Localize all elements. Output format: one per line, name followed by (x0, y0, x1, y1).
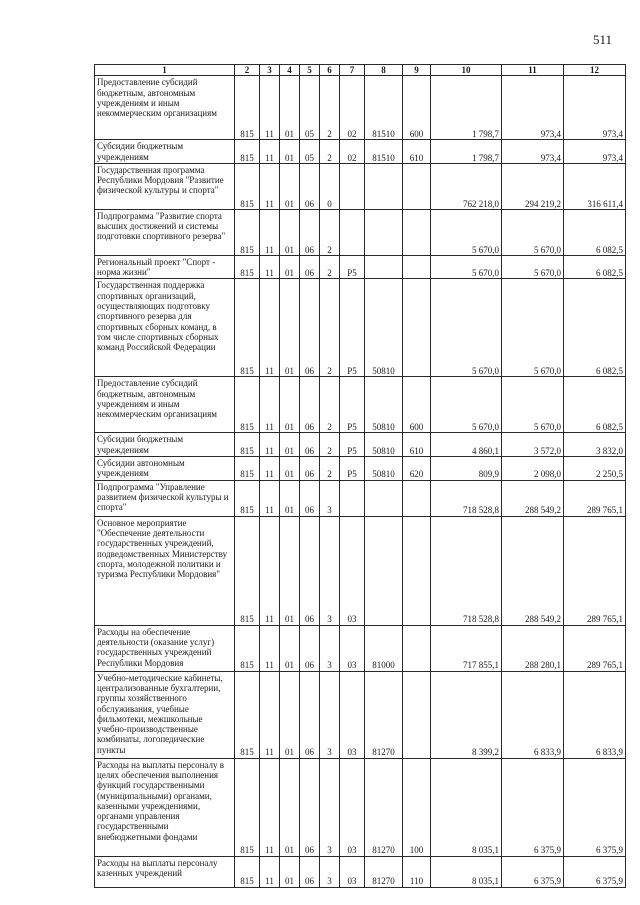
row-name-cell: Государственная программа Республики Мордовия "Развитие физической культуры и спорта" (95, 163, 235, 209)
header-cell: 6 (320, 65, 340, 76)
code-cell: 11 (260, 163, 280, 209)
code-cell (403, 480, 431, 516)
code-cell: 11 (260, 625, 280, 671)
row-name-cell: Субсидии автономным учреждениям (95, 457, 235, 481)
code-cell: 0 (320, 163, 340, 209)
row-name-cell: Региональный проект "Спорт - норма жизни" (95, 255, 235, 279)
code-cell (403, 279, 431, 377)
table-row (95, 758, 626, 856)
code-cell: 100 (403, 758, 431, 856)
code-cell: 01 (280, 671, 300, 758)
code-cell (403, 671, 431, 758)
table-row (95, 457, 626, 481)
code-cell: 11 (260, 255, 280, 279)
amount-cell: 6 375,9 (502, 758, 564, 856)
code-cell: 50810 (365, 433, 403, 457)
code-cell: 11 (260, 140, 280, 164)
code-cell: 81270 (365, 671, 403, 758)
code-cell: 81000 (365, 625, 403, 671)
code-cell (340, 163, 365, 209)
header-cell: 3 (260, 65, 280, 76)
code-cell: 05 (300, 76, 320, 140)
amount-cell: 973,4 (502, 76, 564, 140)
code-cell: 01 (280, 163, 300, 209)
code-cell: 3 (320, 758, 340, 856)
code-cell (365, 163, 403, 209)
table-row (95, 163, 626, 209)
amount-cell: 6 082,5 (564, 279, 626, 377)
header-cell: 12 (564, 65, 626, 76)
amount-cell: 718 528,8 (431, 480, 502, 516)
row-name-cell: Основное мероприятие "Обеспечение деятельности государственных учреждений, подведомственных Министерству спорта, молодежной политики и туризма Республики Мордовия" (95, 516, 235, 625)
code-cell: 3 (320, 516, 340, 625)
header-cell: 8 (365, 65, 403, 76)
amount-cell: 809,9 (431, 457, 502, 481)
code-cell: 815 (235, 480, 260, 516)
table-row (95, 140, 626, 164)
code-cell: 815 (235, 856, 260, 887)
budget-table (94, 64, 626, 888)
table-row (95, 516, 626, 625)
code-cell: 01 (280, 856, 300, 887)
code-cell: 01 (280, 209, 300, 255)
code-cell: 11 (260, 480, 280, 516)
amount-cell: 294 219,2 (502, 163, 564, 209)
code-cell: 2 (320, 209, 340, 255)
amount-cell: 316 611,4 (564, 163, 626, 209)
code-cell: 11 (260, 209, 280, 255)
table-header-row (95, 65, 626, 76)
row-name-cell: Учебно-методические кабинеты, централизованные бухгалтерии, группы хозяйственного обслуживания, учебные фильмотеки, межшкольные учебно-производственные комбинаты, логопедические пункты (95, 671, 235, 758)
code-cell: P5 (340, 457, 365, 481)
code-cell: 815 (235, 76, 260, 140)
header-cell: 11 (502, 65, 564, 76)
amount-cell: 5 670,0 (502, 255, 564, 279)
code-cell: P5 (340, 377, 365, 433)
code-cell: 01 (280, 457, 300, 481)
code-cell: P5 (340, 279, 365, 377)
row-name-cell: Подпрограмма "Управление развитием физической культуры и спорта" (95, 480, 235, 516)
code-cell: 11 (260, 457, 280, 481)
amount-cell: 289 765,1 (564, 516, 626, 625)
code-cell: 03 (340, 625, 365, 671)
table-row (95, 209, 626, 255)
code-cell: 06 (300, 255, 320, 279)
amount-cell: 288 549,2 (502, 480, 564, 516)
table-row (95, 671, 626, 758)
table-row (95, 480, 626, 516)
code-cell: 06 (300, 480, 320, 516)
amount-cell: 5 670,0 (502, 377, 564, 433)
code-cell: 81270 (365, 856, 403, 887)
code-cell: 2 (320, 255, 340, 279)
code-cell: 50810 (365, 279, 403, 377)
code-cell: 815 (235, 140, 260, 164)
amount-cell: 3 832,0 (564, 433, 626, 457)
code-cell: 06 (300, 279, 320, 377)
header-cell: 10 (431, 65, 502, 76)
row-name-cell: Расходы на выплаты персоналу казенных учреждений (95, 856, 235, 887)
amount-cell: 288 280,1 (502, 625, 564, 671)
code-cell: 11 (260, 76, 280, 140)
amount-cell: 762 218,0 (431, 163, 502, 209)
code-cell: 06 (300, 433, 320, 457)
row-name-cell: Субсидии бюджетным учреждениям (95, 433, 235, 457)
code-cell: 81510 (365, 140, 403, 164)
amount-cell: 5 670,0 (502, 209, 564, 255)
header-cell: 5 (300, 65, 320, 76)
code-cell: 81270 (365, 758, 403, 856)
code-cell: 06 (300, 209, 320, 255)
amount-cell: 973,4 (564, 140, 626, 164)
code-cell: 2 (320, 76, 340, 140)
amount-cell: 5 670,0 (431, 377, 502, 433)
code-cell (365, 255, 403, 279)
table-row (95, 856, 626, 887)
code-cell: 01 (280, 480, 300, 516)
code-cell: 815 (235, 457, 260, 481)
code-cell: 3 (320, 856, 340, 887)
code-cell: 81510 (365, 76, 403, 140)
code-cell: 11 (260, 433, 280, 457)
code-cell: 11 (260, 758, 280, 856)
amount-cell: 6 833,9 (502, 671, 564, 758)
code-cell: 11 (260, 377, 280, 433)
table-row (95, 433, 626, 457)
code-cell: 600 (403, 377, 431, 433)
amount-cell: 6 082,5 (564, 209, 626, 255)
code-cell: 06 (300, 625, 320, 671)
code-cell: 03 (340, 758, 365, 856)
code-cell (403, 516, 431, 625)
table-row (95, 279, 626, 377)
code-cell: 620 (403, 457, 431, 481)
amount-cell: 1 798,7 (431, 76, 502, 140)
code-cell: 815 (235, 433, 260, 457)
code-cell: 815 (235, 163, 260, 209)
amount-cell: 973,4 (564, 76, 626, 140)
code-cell: 02 (340, 140, 365, 164)
code-cell: 06 (300, 377, 320, 433)
code-cell: 50810 (365, 377, 403, 433)
code-cell: 01 (280, 516, 300, 625)
row-name-cell: Подпрограмма "Развитие спорта высших достижений и системы подготовки спортивного резерва" (95, 209, 235, 255)
code-cell: 06 (300, 856, 320, 887)
table-row (95, 625, 626, 671)
header-cell: 4 (280, 65, 300, 76)
amount-cell: 717 855,1 (431, 625, 502, 671)
code-cell: 815 (235, 516, 260, 625)
code-cell: 815 (235, 671, 260, 758)
page-number: 511 (593, 32, 613, 47)
row-name-cell: Предоставление субсидий бюджетным, автономным учреждениям и иным некоммерческим организациям (95, 377, 235, 433)
code-cell (403, 255, 431, 279)
row-name-cell: Государственная поддержка спортивных организаций, осуществляющих подготовку спортивного резерва для спортивных сборных команд, в том числе спортивных сборных команд Российской Федерации (95, 279, 235, 377)
code-cell (365, 516, 403, 625)
code-cell: 2 (320, 433, 340, 457)
code-cell: 01 (280, 76, 300, 140)
code-cell: 815 (235, 255, 260, 279)
header-cell: 9 (403, 65, 431, 76)
code-cell: P5 (340, 433, 365, 457)
code-cell: 03 (340, 856, 365, 887)
code-cell: 11 (260, 671, 280, 758)
row-name-cell: Субсидии бюджетным учреждениям (95, 140, 235, 164)
code-cell: 815 (235, 377, 260, 433)
table-row (95, 255, 626, 279)
code-cell: 03 (340, 671, 365, 758)
code-cell: 01 (280, 377, 300, 433)
code-cell: 06 (300, 457, 320, 481)
code-cell: 2 (320, 279, 340, 377)
amount-cell: 6 082,5 (564, 377, 626, 433)
code-cell: 01 (280, 433, 300, 457)
code-cell: 815 (235, 209, 260, 255)
code-cell: 11 (260, 856, 280, 887)
code-cell: 06 (300, 163, 320, 209)
code-cell: 2 (320, 377, 340, 433)
code-cell: 2 (320, 140, 340, 164)
code-cell (403, 163, 431, 209)
code-cell (403, 625, 431, 671)
amount-cell: 6 375,9 (564, 856, 626, 887)
code-cell: 06 (300, 758, 320, 856)
table-row (95, 377, 626, 433)
code-cell: 110 (403, 856, 431, 887)
row-name-cell: Расходы на выплаты персоналу в целях обеспечения выполнения функций государственными (муниципальными) органами, казенными учреждениями, органами управления государственными внебюджетными фондами (95, 758, 235, 856)
amount-cell: 4 860,1 (431, 433, 502, 457)
code-cell: 600 (403, 76, 431, 140)
amount-cell: 289 765,1 (564, 480, 626, 516)
amount-cell: 5 670,0 (431, 279, 502, 377)
code-cell: 3 (320, 480, 340, 516)
header-cell: 7 (340, 65, 365, 76)
code-cell (340, 480, 365, 516)
amount-cell: 6 375,9 (564, 758, 626, 856)
code-cell (365, 480, 403, 516)
header-cell: 2 (235, 65, 260, 76)
amount-cell: 2 098,0 (502, 457, 564, 481)
amount-cell: 718 528,8 (431, 516, 502, 625)
code-cell: 06 (300, 516, 320, 625)
code-cell: 03 (340, 516, 365, 625)
amount-cell: 6 375,9 (502, 856, 564, 887)
code-cell: P5 (340, 255, 365, 279)
amount-cell: 8 035,1 (431, 856, 502, 887)
code-cell (340, 209, 365, 255)
code-cell: 610 (403, 140, 431, 164)
amount-cell: 5 670,0 (431, 209, 502, 255)
amount-cell: 6 082,5 (564, 255, 626, 279)
header-cell: 1 (95, 65, 235, 76)
code-cell: 06 (300, 671, 320, 758)
code-cell: 01 (280, 140, 300, 164)
code-cell: 50810 (365, 457, 403, 481)
code-cell: 01 (280, 758, 300, 856)
code-cell: 11 (260, 279, 280, 377)
code-cell (403, 209, 431, 255)
amount-cell: 2 250,5 (564, 457, 626, 481)
amount-cell: 973,4 (502, 140, 564, 164)
code-cell: 815 (235, 279, 260, 377)
code-cell: 02 (340, 76, 365, 140)
code-cell: 01 (280, 279, 300, 377)
amount-cell: 8 035,1 (431, 758, 502, 856)
row-name-cell: Расходы на обеспечение деятельности (оказание услуг) государственных учреждений Республики Мордовия (95, 625, 235, 671)
amount-cell: 1 798,7 (431, 140, 502, 164)
amount-cell: 288 549,2 (502, 516, 564, 625)
code-cell: 01 (280, 255, 300, 279)
table-row (95, 76, 626, 140)
code-cell: 3 (320, 671, 340, 758)
amount-cell: 6 833,9 (564, 671, 626, 758)
code-cell: 2 (320, 457, 340, 481)
code-cell: 05 (300, 140, 320, 164)
code-cell: 815 (235, 758, 260, 856)
amount-cell: 8 399,2 (431, 671, 502, 758)
code-cell: 3 (320, 625, 340, 671)
code-cell: 815 (235, 625, 260, 671)
amount-cell: 5 670,0 (431, 255, 502, 279)
row-name-cell: Предоставление субсидий бюджетным, автономным учреждениям и иным некоммерческим организациям (95, 76, 235, 140)
code-cell: 610 (403, 433, 431, 457)
code-cell: 11 (260, 516, 280, 625)
amount-cell: 5 670,0 (502, 279, 564, 377)
code-cell (365, 209, 403, 255)
code-cell: 01 (280, 625, 300, 671)
amount-cell: 289 765,1 (564, 625, 626, 671)
amount-cell: 3 572,0 (502, 433, 564, 457)
